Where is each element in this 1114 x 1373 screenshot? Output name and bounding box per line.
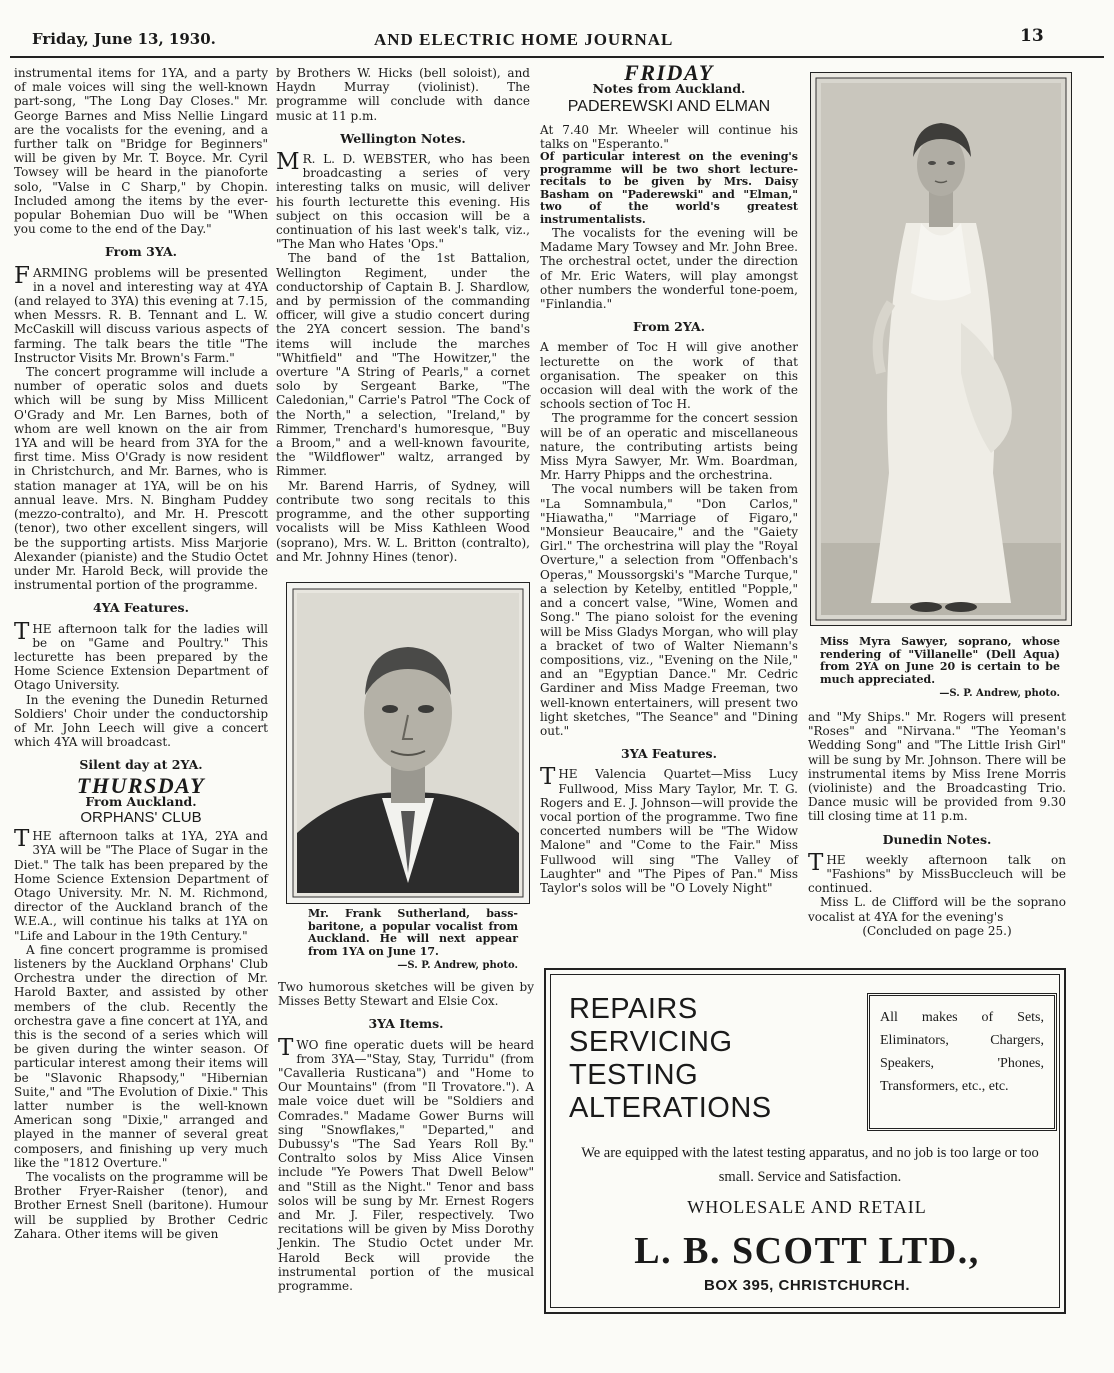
article-paragraph: instrumental items for 1YA, and a party of male voices will sing the well-known part-song, "The Long Day Closes." Mr. George Barnes and Miss Nellie Lingard are the vocalists for the evening, and a further talk on "Bridge for Beginners" will be given by Mr. T. Boyce. Mr. Cyril Towsey will be heard in the pianoforte solo, "Valse in C Sharp," by Chopin. Included among the items by the ever-popular Bohemian Duo will be "When you come to the end of the Day.": [14, 66, 268, 237]
ad-company-name: L. B. SCOTT LTD.,: [634, 1230, 980, 1272]
ad-service-item: REPAIRS: [569, 993, 698, 1025]
ad-service-item: TESTING: [569, 1059, 699, 1091]
subheading-from-3ya: From 3YA.: [104, 244, 178, 260]
header-date: Friday, June 13, 1930.: [32, 30, 216, 48]
ad-body-text: We are equipped with the latest testing apparatus, and no job is too large or too small. Service and Satisfaction.: [581, 1145, 1039, 1185]
article-paragraph: Miss L. de Clifford will be the soprano vocalist at 4YA for the evening's: [808, 895, 1066, 924]
subheading-4ya-features: 4YA Features.: [93, 600, 189, 616]
article-paragraph: The vocal numbers will be taken from "La Somnambula," "Don Carlos," "Hiawatha," "Marriage of Figaro," "Monsieur Beaucaire," and the "Gaiety Girl." The orchestrina will play the "Royal Overture," a selection from "Offenbach's Operas," Moussorgski's "Marche Turque," a selection by Ketelby, entitled "Popple," and a concert valse, "Wine, Women and Song." The piano soloist for the evening will be Miss Gladys Morgan, who will play a bracket of two of Walter Niemann's compositions, viz., "Evening on the Nile," and an "Egyptian Dance." Mr. Cedric Gardiner and Miss Madge Freeman, two well-known entertainers, will present two light sketches, "The Seance" and "Dining out.": [540, 482, 798, 738]
subheading-from-2ya: From 2YA.: [632, 319, 706, 335]
column-1: [14, 66, 268, 1241]
caption-text: Mr. Frank Sutherland, bass-baritone, a popular vocalist from Auckland. He will next appear from 1YA on June 17.: [308, 907, 518, 958]
article-paragraph: MR. L. D. WEBSTER, who has been broadcasting a series of very interesting talks on music, will deliver his fourth lecturette this evening. His subject on this occasion will be a continuation of his last week's talk, viz., "The Man who Hates 'Ops.": [276, 149, 530, 252]
subheading-wellington-notes: Wellington Notes.: [340, 130, 466, 146]
article-paragraph: THE weekly afternoon talk on "Fashions" by MissBuccleuch will be continued.: [808, 849, 1066, 896]
photo-caption-sutherland: [308, 908, 518, 973]
article-paragraph: THE Valencia Quartet—Miss Lucy Fullwood, Miss Mary Taylor, Mr. T. G. Rogers and E. J. Johnson—will provide the vocal portion of the programme. Two fine concerted numbers will be "The Widow Malone" and "Come to the Fair." Miss Fullwood will sing "The Valley of Laughter" and "The Pipes of Pan." Miss Taylor's solos will be "O Lovely Night": [540, 764, 798, 895]
article-paragraph: THE afternoon talks at 1YA, 2YA and 3YA will be "The Place of Sugar in the Diet." The talk has been prepared by the Home Science Extension Department of Otago University. Mr. N. M. Richmond, director of the Auckland branch of the W.E.A., will continue his talks at 1YA on "Life and Labour in the 19th Century.": [14, 826, 268, 943]
bold-intro-paragraph: Of particular interest on the evening's programme will be two short lecture-recitals to be given by Mrs. Daisy Basham on "Paderewski" and "Elman," two of the world's greatest instrumentalists.: [540, 150, 798, 226]
article-paragraph: TWO fine operatic duets will be heard from 3YA—"Stay, Stay, Turridu" (from "Cavalleria Rusticana") and "Home to Our Mountains" (from "Il Trovatore."). A male voice duet will be "Soldiers and Comrades." Madame Gower Burns will sing "Snowflakes," "Departed," and Dubussy's "The Sad Years Roll By." Contralto solos by Miss Alice Vinsen include "Ye Powers That Dwell Below" and "Still as the Night." Tenor and bass solos will be sung by Mr. Ernest Rogers and Mr. J. Filer, respectively. Two recitations will be given by Miss Dorothy Jenkin. The Studio Octet under Mr. Harold Beck will provide the instrumental portion of the musical programme.: [278, 1034, 534, 1294]
article-paragraph: At 7.40 Mr. Wheeler will continue his talks on "Esperanto.": [540, 122, 798, 151]
column-2-top: [276, 66, 530, 564]
ad-services-list: [569, 993, 772, 1125]
subheading-3ya-items: 3YA Items.: [368, 1016, 444, 1032]
column-3: [540, 62, 798, 895]
ad-wholesale-retail: WHOLESALE AND RETAIL: [687, 1197, 927, 1217]
photo-credit: —S. P. Andrew, photo.: [939, 688, 1060, 699]
subheading-orphans-club: ORPHANS' CLUB: [80, 808, 202, 826]
photo-myra-sawyer: [810, 72, 1072, 626]
article-paragraph: THE afternoon talk for the ladies will be on "Game and Poultry." This lecturette has been prepared by the Home Science Extension Department of Otago University.: [14, 618, 268, 693]
subheading-notes-from-auckland: Notes from Auckland.: [592, 81, 746, 97]
subheading-3ya-features: 3YA Features.: [621, 746, 717, 762]
ad-product-box: All makes of Sets, Eliminators, Chargers, Speakers, 'Phones, Transformers, etc., etc.: [867, 993, 1057, 1131]
portrait-woman-image: [811, 73, 1071, 625]
ad-inner-border: [550, 974, 1060, 1308]
article-paragraph: A member of Toc H will give another lecturette on the work of that organisation. The speaker on this occasion will deal with the work of the schools section of Toc H.: [540, 340, 798, 412]
portrait-man-image: [287, 583, 529, 903]
article-paragraph: Mr. Barend Harris, of Sydney, will contribute two song recitals to this programme, and the other supporting vocalists will be Miss Kathleen Wood (soprano), Mrs. W. L. Britton (contralto), and Mr. Johnny Hines (tenor).: [276, 478, 530, 564]
article-paragraph: The programme for the concert session will be of an operatic and miscellaneous nature, the contributing artists being Miss Myra Sawyer, Mr. Wm. Boardman, Mr. Harry Phipps and the orchestrina.: [540, 411, 798, 483]
article-paragraph: by Brothers W. Hicks (bell soloist), and Haydn Murray (violinist). The programme will conclude with dance music at 11 p.m.: [276, 66, 530, 123]
article-paragraph: A fine concert programme is promised listeners by the Auckland Orphans' Club Orchestra under the direction of Mr. Harold Baxter, and assisted by other members of the club. Recently the orchestra gave a fine concert at 1YA, and this is the second of a series which will be given during the winter season. Of particular interest among their items will be "Slavonic Rhapsody," "Hibernian Suite," and "The Evolution of Dixie." This latter number is the well-known American song "Dixie," arranged and played in the manner of several great composers, and finishing up very much like the "1812 Overture.": [14, 942, 268, 1170]
photo-credit: —S. P. Andrew, photo.: [397, 960, 518, 971]
ad-service-item: SERVICING: [569, 1026, 733, 1058]
advertisement-lb-scott: [544, 968, 1066, 1314]
article-paragraph: FARMING problems will be presented in a novel and interesting way at 4YA (and relayed to 3YA) this evening at 7.15, when Messrs. R. B. Tennant and L. W. McCaskill will discuss various aspects of farming. The talk bears the title "The Instructor Visits Mr. Brown's Farm.": [14, 262, 268, 365]
article-paragraph: The vocalists on the programme will be Brother Fryer-Raisher (tenor), and Brother Ernest Snell (baritone). Humour will be supplied by Brother Cedric Zahara. Other items will be given: [14, 1170, 268, 1241]
subheading-dunedin-notes: Dunedin Notes.: [882, 831, 992, 847]
section-title-friday: FRIDAY: [624, 60, 714, 85]
ad-address: BOX 395, CHRISTCHURCH.: [703, 1277, 911, 1294]
subheading-paderewski-elman: PADEREWSKI AND ELMAN: [567, 98, 771, 116]
photo-frank-sutherland: [286, 582, 530, 904]
header-rule: [10, 56, 1104, 58]
caption-text: Miss Myra Sawyer, soprano, whose rendering of "Villanelle" (Dell Aqua) from 2YA on June 20 is certain to be much appreciated.: [820, 635, 1060, 686]
article-paragraph: and "My Ships." Mr. Rogers will present "Roses" and "Nirvana." "The Yeoman's Wedding Song" and "The Little Irish Girl" will be sung by Mr. Johnson. There will be instrumental items by Miss Irene Morris (violiniste) and the Broadcasting Trio. Dance music will be provided from 9.30 till closing time at 11 p.m.: [808, 710, 1066, 824]
continuation-note: (Concluded on page 25.): [862, 923, 1012, 938]
page-header: [0, 0, 1114, 62]
article-paragraph: The band of the 1st Battalion, Wellington Regiment, under the conductorship of Captain B. J. Shardlow, and by permission of the commanding officer, will give a studio concert during the 2YA concert session. The band's items will include the marches "Whitfield" and "The Howitzer," the overture "A String of Pearls," a cornet solo by Sergeant Barke, "The Caledonian," Carrie's Patrol "The Cock of the North," a selection, "Ireland," by Rimmer, Trenchard's humoresque, "Buy a Broom," and a well-known favourite, the "Wildflower" waltz, arranged by Rimmer.: [276, 251, 530, 479]
column-2-bottom: [278, 980, 534, 1293]
subheading-silent-day: Silent day at 2YA.: [79, 757, 203, 773]
article-paragraph: The concert programme will include a number of operatic solos and duets which will be sung by Miss Millicent O'Grady and Mr. Len Barnes, both of whom are well known on the air from 1YA and will be heard from 3YA for the first time. Miss O'Grady is now resident in Christchurch, and Mr. Barnes, who is station manager at 1YA, will be on his annual leave. Mrs. N. Bingham Puddey (mezzo-contralto), and Mr. H. Prescott (tenor), two other excellent singers, will be the supporting artists. Miss Marjorie Alexander (pianiste) and the Studio Octet under Mr. Harold Beck, will provide the instrumental portion of the programme.: [14, 365, 268, 593]
article-paragraph: Two humorous sketches will be given by Misses Betty Stewart and Elsie Cox.: [278, 980, 534, 1009]
page-number: 13: [1020, 26, 1044, 46]
photo-caption-sawyer: [820, 636, 1060, 701]
header-title: AND ELECTRIC HOME JOURNAL: [374, 30, 674, 49]
article-paragraph: In the evening the Dunedin Returned Soldiers' Choir under the conductorship of Mr. John Leech will give a concert which 4YA will broadcast.: [14, 692, 268, 750]
column-4: [808, 710, 1066, 938]
section-title-thursday: THURSDAY: [76, 772, 206, 798]
ad-service-item: ALTERATIONS: [569, 1092, 772, 1124]
subheading-from-auckland: From Auckland.: [85, 793, 197, 809]
article-paragraph: The vocalists for the evening will be Madame Mary Towsey and Mr. John Bree. The orchestral octet, under the direction of Mr. Eric Waters, will play amongst other numbers the wonderful tone-poem, "Finlandia.": [540, 226, 798, 312]
